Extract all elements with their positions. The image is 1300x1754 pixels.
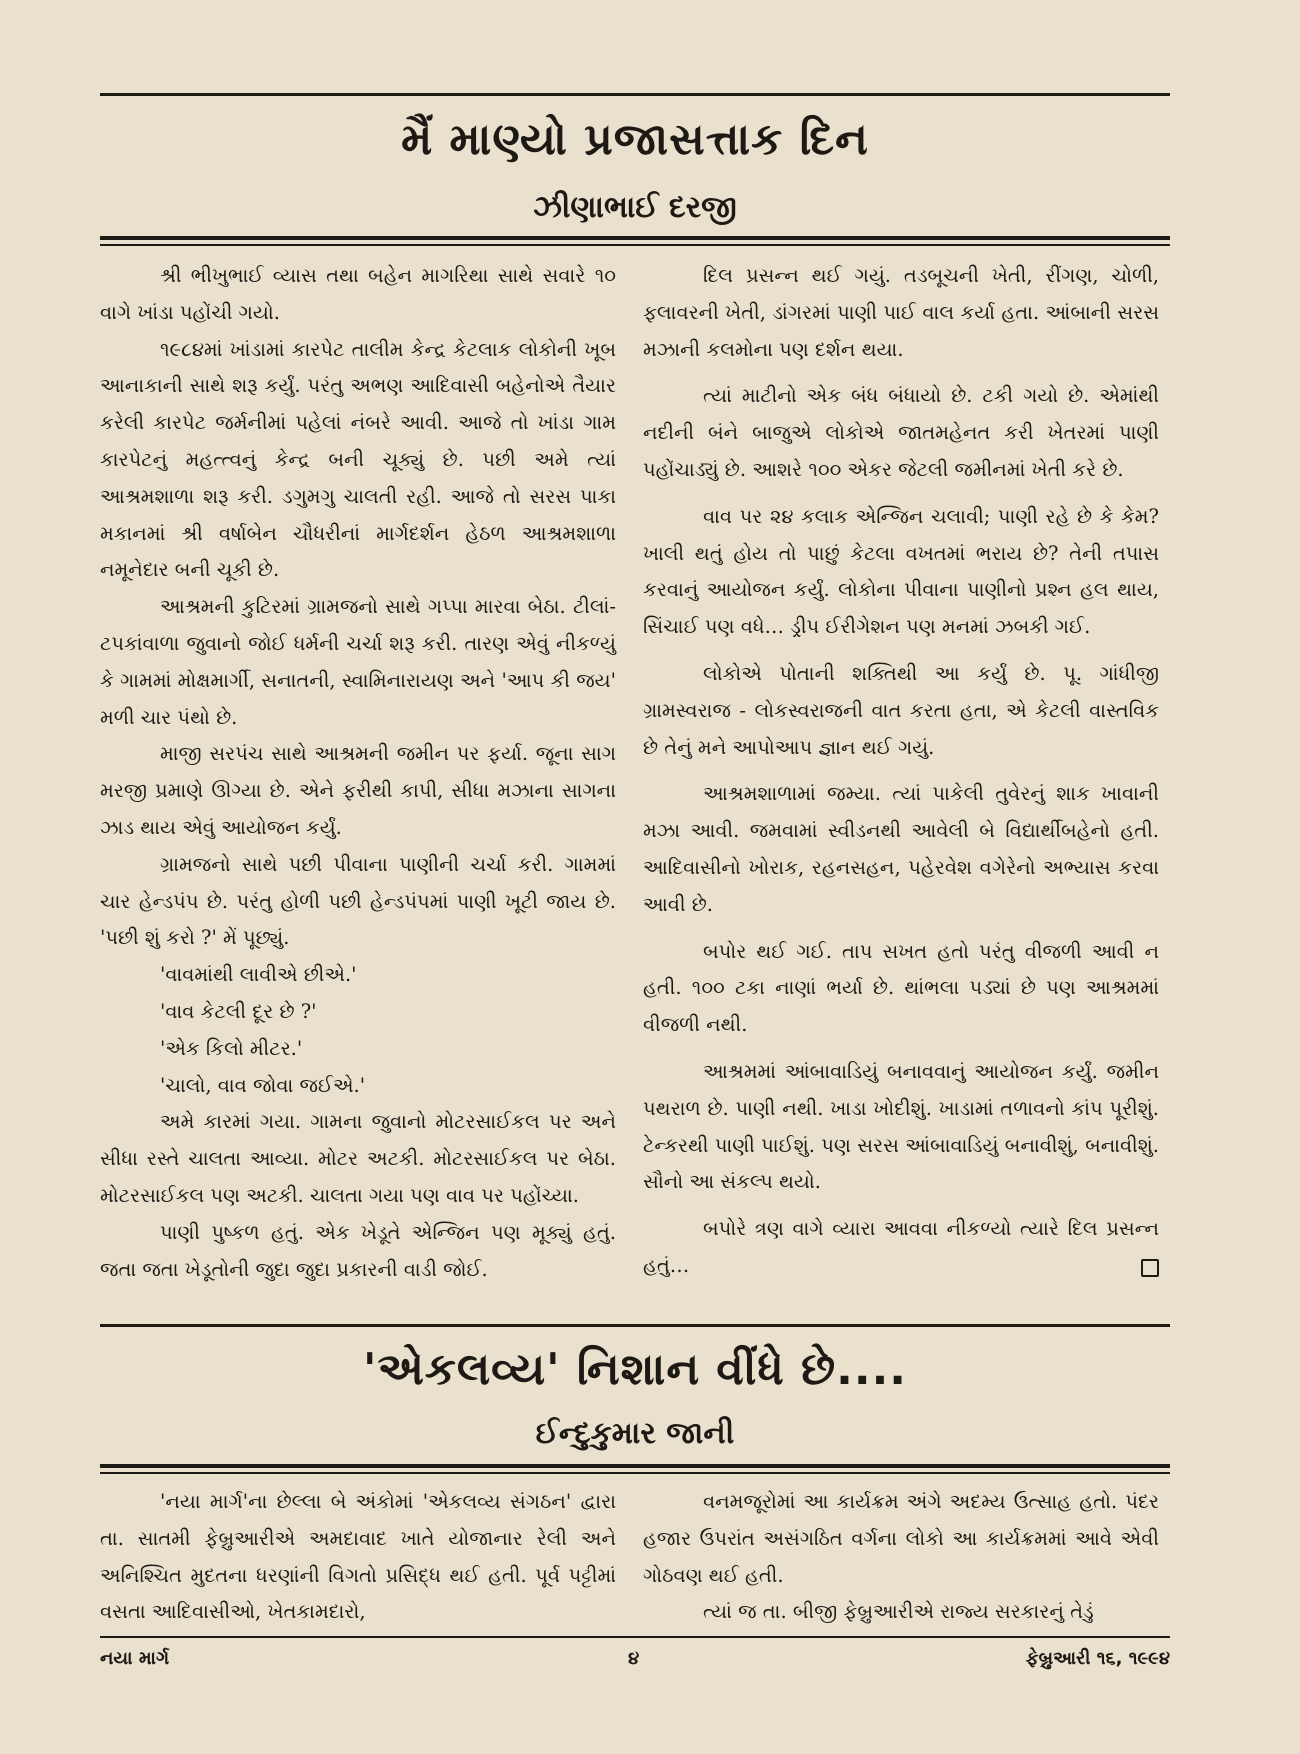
- article2-title: 'એકલવ્ય' નિશાન વીંધે છે....: [362, 1344, 908, 1395]
- paragraph: [100, 332, 616, 590]
- paragraph: [643, 1484, 1159, 1594]
- paragraph: [643, 776, 1159, 923]
- article2-header-rule-thin: [100, 1472, 1170, 1474]
- paragraph: [100, 1104, 616, 1214]
- article2-left-column: [100, 1484, 616, 1631]
- paragraph-text: 'એક કિલો મીટર.': [160, 1036, 303, 1060]
- footer-date: ફેબ્રુઆરી ૧૬, ૧૯૯૪: [1025, 1648, 1170, 1669]
- article1-header-rule-thin: [100, 244, 1170, 246]
- article1-right-column: [643, 258, 1159, 1285]
- paragraph: [100, 847, 616, 957]
- paragraph-text: 'નયા માર્ગ'ના છેલ્લા બે અંકોમાં 'એકલવ્ય સંગઠન' દ્વારા તા. સાતમી ફેબ્રુઆરીએ અમદાવાદ ખાતે યોજાનાર રેલી અને અનિશ્ચિત મુદતના ધરણાંની વિગતો પ્રસિદ્ધ થઈ હતી. પૂર્વ પટ્ટીમાં વસતા આદિવાસીઓ, ખેતકામદારો,: [100, 1490, 616, 1624]
- paragraph: [100, 994, 616, 1031]
- paragraph-text: ગ્રામજનો સાથે પછી પીવાના પાણીની ચર્ચા કરી. ગામમાં ચાર હેન્ડપંપ છે. પરંતુ હોળી પછી હેન્ડપંપમાં પાણી ખૂટી જાય છે. 'પછી શું કરો ?' મેં પૂછ્યું.: [100, 852, 616, 950]
- paragraph: [100, 736, 616, 846]
- paragraph-text: પાણી પુષ્કળ હતું. એક ખેડૂતે એન્જિન પણ મૂક્યું હતું. જતા જતા ખેડૂતોની જુદા જુદા પ્રકારની વાડી જોઈ.: [100, 1220, 616, 1281]
- paragraph: [643, 499, 1159, 646]
- paragraph-text: વનમજૂરોમાં આ કાર્યક્રમ અંગે અદમ્ય ઉત્સાહ હતો. પંદર હજાર ઉપરાંત અસંગઠિત વર્ગના લોકો આ કાર્યક્રમમાં આવે એવી ગોઠવણ થઈ હતી.: [643, 1490, 1159, 1587]
- paragraph: [100, 957, 616, 994]
- paragraph: [643, 934, 1159, 1044]
- article1-header-rule-thick: [100, 236, 1170, 240]
- paragraph: [643, 1054, 1159, 1201]
- paragraph: [100, 589, 616, 736]
- top-rule: [100, 93, 1170, 96]
- paragraph-text: બપોર થઈ ગઈ. તાપ સખત હતો પરંતુ વીજળી આવી ન હતી. ૧૦૦ ટકા નાણાં ભર્યા છે. થાંભલા પડ્યાં છે પણ આશ્રમમાં વીજળી નથી.: [643, 939, 1159, 1037]
- footer-publication-name: નયા માર્ગ: [100, 1648, 170, 1669]
- paragraph-text: શ્રી ભીખુભાઈ વ્યાસ તથા બહેન માગરિથા સાથે સવારે ૧૦ વાગે ખાંડા પહોંચી ગયો.: [100, 264, 616, 324]
- article2-right-column: [643, 1484, 1159, 1631]
- paragraph: [643, 258, 1159, 368]
- paragraph: [100, 1484, 616, 1631]
- paragraph-text: ૧૯૮૪માં ખાંડામાં કારપેટ તાલીમ કેન્દ્ર કેટલાક લોકોની ખૂબ આનાકાની સાથે શરૂ કર્યું. પરંતુ અભણ આદિવાસી બહેનોએ તૈયાર કરેલી કારપેટ જર્મનીમાં પહેલાં નંબરે આવી. આજે તો ખાંડા ગામ કારપેટનું મહત્ત્વનું કેન્દ્ર બની ચૂક્યું છે. પછી અમે ત્યાં આશ્રમશાળા શરૂ કરી. ડગુમગુ ચાલતી રહી. આજે તો સરસ પાકા મકાનમાં શ્રી વર્ષાબેન ચૌધરીનાં માર્ગદર્શન હેઠળ આશ્રમશાળા નમૂનેદાર બની ચૂકી છે.: [100, 337, 616, 582]
- article2-header-rule-thick: [100, 1464, 1170, 1468]
- paragraph: [643, 656, 1159, 766]
- paragraph-text: દિલ પ્રસન્ન થઈ ગયું. તડબૂચની ખેતી, રીંગણ, ચોળી, ફલાવરની ખેતી, ડાંગરમાં પાણી પાઈ વાલ કર્યા હતા. આંબાની સરસ મઝાની કલમોના પણ દર્શન થયા.: [643, 264, 1159, 361]
- paragraph: [643, 1594, 1159, 1631]
- end-of-article-square-icon: [1141, 1259, 1159, 1277]
- article2-author: ઈન્દુકુમાર જાની: [535, 1416, 735, 1451]
- article1-left-column: [100, 258, 616, 1288]
- paragraph: [100, 1068, 616, 1105]
- paragraph: [643, 378, 1159, 488]
- paragraph-text: ત્યાં માટીનો એક બંધ બંધાયો છે. ટકી ગયો છે. એમાંથી નદીની બંને બાજુએ લોકોએ જાતમહેનત કરી ખેતરમાં પાણી પહોંચાડ્યું છે. આશરે ૧૦૦ એકર જેટલી જમીનમાં ખેતી કરે છે.: [643, 384, 1159, 481]
- paragraph-text: આશ્રમમાં આંબાવાડિયું બનાવવાનું આયોજન કર્યું. જમીન પથરાળ છે. પાણી નથી. ખાડા ખોદીશું. ખાડામાં તળાવનો કાંપ પૂરીશું. ટેન્કરથી પાણી પાઈશું. પણ સરસ આંબાવાડિયું બનાવીશું, બનાવીશું. સૌનો આ સંકલ્પ થયો.: [643, 1059, 1159, 1194]
- paragraph-text: આશ્રમની કુટિરમાં ગ્રામજનો સાથે ગપ્પા મારવા બેઠા. ટીલાં-ટપકાંવાળા જુવાનો જોઈ ધર્મની ચર્ચા શરૂ કરી. તારણ એવું નીકળ્યું કે ગામમાં મોક્ષમાર્ગી, સનાતની, સ્વામિનારાયણ અને 'આપ કી જય' મળી ચાર પંથો છે.: [100, 595, 616, 729]
- paragraph-text: વાવ પર ૨૪ કલાક એન્જિન ચલાવી; પાણી રહે છે કે કેમ? ખાલી થતું હોય તો પાછું કેટલા વખતમાં ભરાય છે? તેની તપાસ કરવાનું આયોજન કર્યું. લોકોના પીવાના પાણીનો પ્રશ્ન હલ થાય, સિંચાઈ પણ વધે… ડ્રીપ ઈરીગેશન પણ મનમાં ઝબકી ગઈ.: [643, 504, 1159, 639]
- paragraph: [100, 258, 616, 332]
- paragraph-text: આશ્રમશાળામાં જમ્યા. ત્યાં પાકેલી તુવેરનું શાક ખાવાની મઝા આવી. જમવામાં સ્વીડનથી આવેલી બે વિદ્યાર્થીબહેનો હતી. આદિવાસીનો ખોરાક, રહનસહન, પહેરવેશ વગેરેનો અભ્યાસ કરવા આવી છે.: [643, 782, 1159, 916]
- footer-rule: [100, 1636, 1170, 1638]
- paragraph-text: 'વાવમાંથી લાવીએ છીએ.': [160, 963, 357, 987]
- paragraph-text: બપોરે ત્રણ વાગે વ્યારા આવવા નીકળ્યો ત્યારે દિલ પ્રસન્ન હતું…: [643, 1217, 1159, 1277]
- paragraph-text: અમે કારમાં ગયા. ગામના જુવાનો મોટરસાઈકલ પર અને સીધા રસ્તે ચાલતા આવ્યા. મોટર અટકી. મોટરસાઈકલ પર બેઠા. મોટરસાઈકલ પણ અટકી. ચાલતા ગયા પણ વાવ પર પહોંચ્યા.: [100, 1110, 616, 1207]
- article1-title: મૈં માણ્યો પ્રજાસત્તાક દિન: [401, 114, 869, 165]
- paragraph-text: 'વાવ કેટલી દૂર છે ?': [160, 999, 317, 1023]
- paragraph-text: લોકોએ પોતાની શક્તિથી આ કર્યું છે. પૂ. ગાંધીજી ગ્રામસ્વરાજ - લોકસ્વરાજની વાત કરતા હતા, એ કેટલી વાસ્તવિક છે તેનું મને આપોઆપ જ્ઞાન થઈ ગયું.: [643, 661, 1159, 759]
- footer-page-number: ૪: [628, 1648, 640, 1669]
- article1-author: ઝીણાભાઈ દરજી: [533, 190, 737, 225]
- paragraph-text: 'ચાલો, વાવ જોવા જઈએ.': [160, 1073, 366, 1097]
- article-divider-rule: [100, 1324, 1170, 1327]
- paragraph: [100, 1031, 616, 1068]
- paragraph: [100, 1215, 616, 1289]
- paragraph-text: ત્યાં જ તા. બીજી ફેબ્રુઆરીએ રાજ્ય સરકારનું તેડું: [703, 1600, 1094, 1624]
- paragraph: [643, 1211, 1159, 1285]
- paragraph-text: માજી સરપંચ સાથે આશ્રમની જમીન પર ફર્યા. જૂના સાગ મરજી પ્રમાણે ઊગ્યા છે. એને ફરીથી કાપી, સીધા મઝાના સાગના ઝાડ થાય એવું આયોજન કર્યું.: [100, 742, 616, 839]
